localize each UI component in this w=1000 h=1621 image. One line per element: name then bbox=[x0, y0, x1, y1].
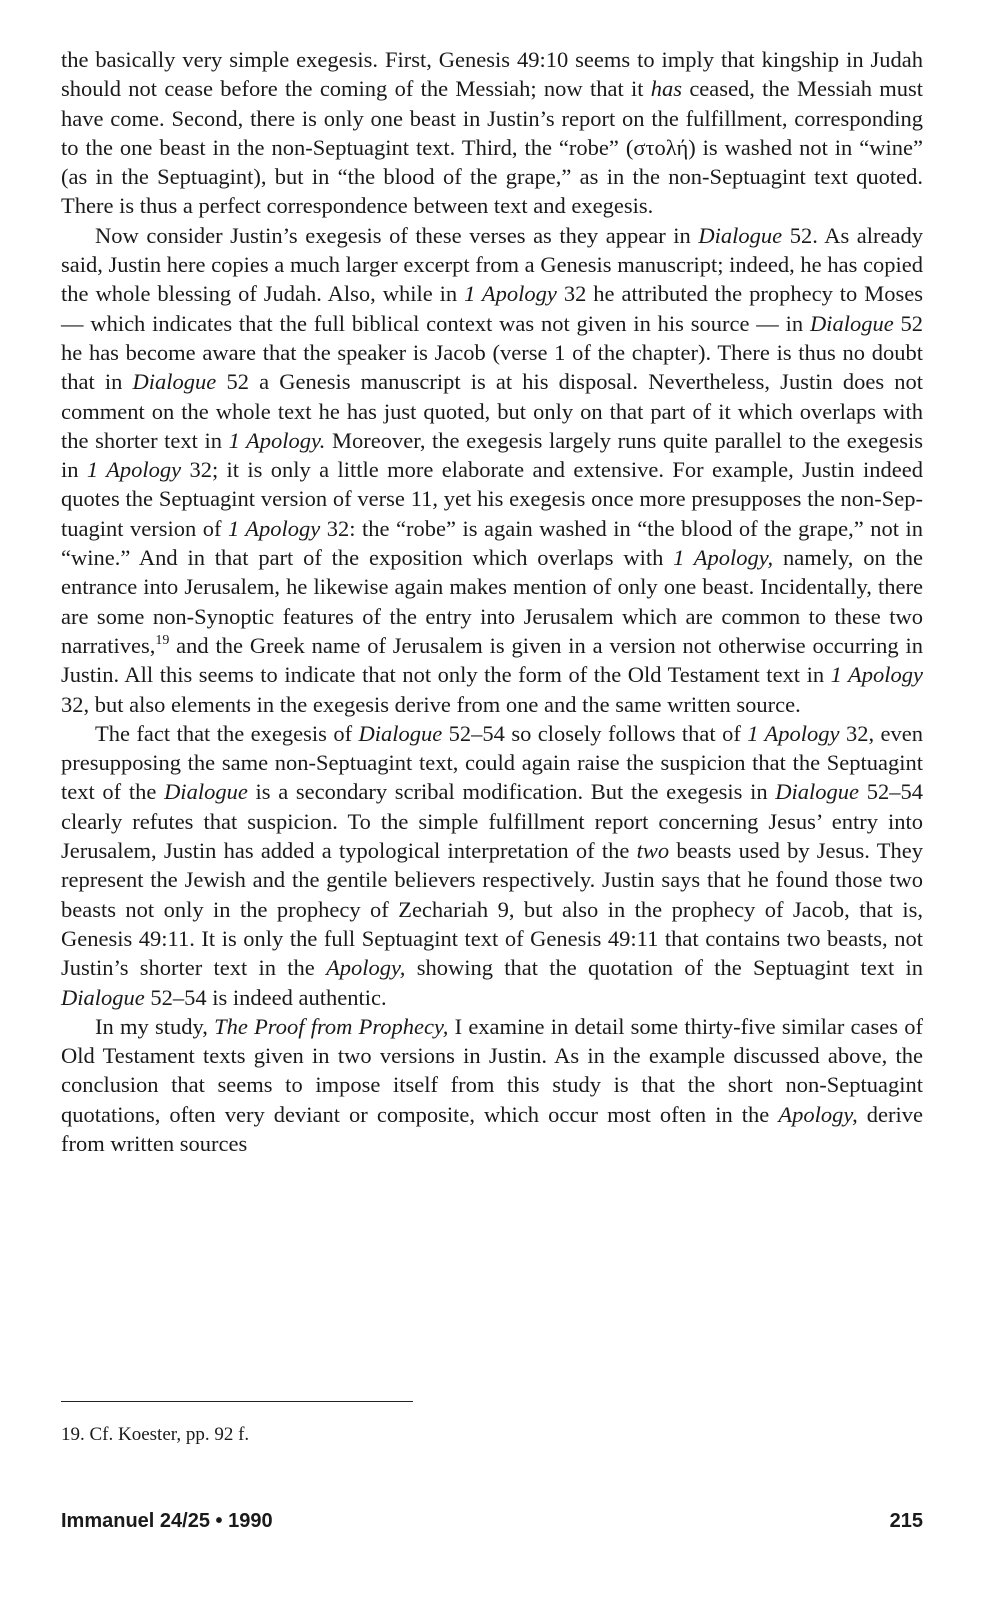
footnote-ref: 19 bbox=[155, 632, 170, 648]
italic-span: Dialogue bbox=[698, 222, 783, 248]
italic-span: Dialogue bbox=[358, 720, 443, 746]
italic-span: The Proof from Prophecy, bbox=[214, 1013, 449, 1039]
text-span: 52. As already said, Justin here copies a much larger excerpt from a Genesis manuscript; indeed, he has copied the whole blessing of Judah. Also, while in bbox=[61, 222, 923, 307]
text-span: derive from written sources bbox=[61, 1101, 923, 1156]
paragraph bbox=[61, 719, 923, 1012]
text-span: 52–54 clearly refutes that suspicion. To the simple fulfillment report concerning Jesus’ entry into Jerusalem, Justin has added a typological interpretation of the bbox=[61, 779, 923, 864]
text-span: 32; it is only a little more elaborate and extensive. For example, Justin indeed quotes the Septuagint version of verse 11, yet his exegesis once more presupposes the non-Septuagint version of bbox=[61, 457, 924, 541]
page-body bbox=[61, 45, 923, 1158]
text-span: showing that the quotation of the Septuagint text in bbox=[405, 955, 924, 981]
paragraph bbox=[61, 221, 923, 719]
journal-citation: Immanuel 24/25 • 1990 bbox=[61, 1510, 273, 1532]
text-span: 52–54 is indeed authentic. bbox=[144, 984, 387, 1010]
italic-span: Apology, bbox=[778, 1101, 858, 1127]
italic-span: Apology, bbox=[326, 955, 406, 981]
text-span: The fact that the exegesis of bbox=[95, 720, 359, 746]
italic-span: Dialogue bbox=[164, 779, 248, 805]
italic-span: has bbox=[650, 76, 683, 102]
text-span: and the Greek name of Jerusalem is given in a version not otherwise occurring in Justin. All this seems to indicate that not only the form of the Old Testament text in bbox=[61, 632, 923, 688]
page-number: 215 bbox=[889, 1510, 923, 1532]
text-span: the basically very simple exegesis. First, Genesis 49:10 seems to imply that kingship in Judah should not cease before the coming of the Messiah; now that it bbox=[61, 47, 923, 102]
text-span: beasts used by Jesus. They represent the Jewish and the gentile believers respectively. Justin says that he found those two beasts not only in the prophecy of Zechariah 9, but also in the prophecy of Jacob, that is, Genesis 49:11. It is only the full Septuagint text of Genesis 49:11 that contains two beasts, not Justin’s shorter text in the bbox=[61, 838, 923, 981]
italic-span: 1 Apology bbox=[86, 457, 182, 483]
text-span: 52 a Genesis manuscript is at his disposal. Nevertheless, Justin does not comment on the whole text he has just quoted, but only on that part of it which overlaps with the shorter text in bbox=[61, 369, 923, 453]
text-span: 52–54 so closely follows that of bbox=[442, 720, 748, 746]
italic-span: Dialogue bbox=[61, 984, 145, 1010]
italic-span: 1 Apology bbox=[227, 515, 321, 541]
text-span: Now consider Justin’s exegesis of these verses as they appear in bbox=[95, 222, 699, 248]
text-span: 52 he has become aware that the speaker is Jacob (verse 1 of the chapter). There is thus no doubt that in bbox=[61, 310, 924, 395]
italic-span: Dialogue bbox=[809, 310, 894, 336]
footnote: 19. Cf. Koester, pp. 92 f. bbox=[61, 1424, 250, 1445]
text-span: 32: the “robe” is again washed in “the blood of the grape,” not in “wine.” And in that part of the exposition which overlaps with bbox=[61, 515, 923, 571]
text-span: I examine in detail some thirty-five similar cases of Old Testament texts given in two versions in Justin. As in the example discussed above, the conclusion that seems to impose itself from this study is that the short non-Septuagint quotations, often very deviant or composite, which occur most often in the bbox=[61, 1013, 923, 1127]
italic-span: 1 Apology. bbox=[228, 427, 326, 453]
text-span: namely, on the entrance into Jerusalem, he likewise again makes mention of only one beast. Incidentally, there are some non-Synoptic features of the entry into Jerusalem which are common to these two narratives, bbox=[61, 545, 923, 658]
italic-span: 1 Apology bbox=[747, 720, 840, 746]
text-span: Moreover, the exegesis largely runs quite parallel to the exegesis in bbox=[61, 427, 923, 483]
paragraph bbox=[61, 1012, 923, 1158]
italic-span: 1 Apology, bbox=[673, 545, 774, 571]
italic-span: Dialogue bbox=[775, 779, 860, 805]
text-span: is a secondary scribal modification. But the exegesis in bbox=[247, 779, 776, 805]
text-span: 32 he attributed the prophecy to Moses — which indicates that the full biblical context was not given in his source — in bbox=[61, 281, 923, 336]
italic-span: 1 Apology bbox=[830, 662, 923, 688]
text-span: 32, even presupposing the same non-Septuagint text, could again raise the suspicion that the Septuagint text of the bbox=[61, 720, 923, 805]
text-span: 32, but also elements in the exegesis derive from one and the same written source. bbox=[61, 691, 801, 717]
footnote-rule bbox=[61, 1401, 413, 1402]
italic-span: 1 Apology bbox=[464, 281, 557, 307]
text-span: In my study, bbox=[95, 1013, 215, 1039]
paragraph bbox=[61, 45, 923, 221]
italic-span: two bbox=[636, 838, 670, 864]
text-span: ceased, the Messiah must have come. Second, there is only one beast in Justin’s report on the fulfillment, corresponding to the one beast in the non-Septuagint text. Third, the “robe” (στολή) is washed not in “wine” (as in the Septuagint), but in “the blood of the grape,” as in the non-Septuagint text quoted. There is thus a perfect correspondence between text and exegesis. bbox=[61, 76, 923, 219]
italic-span: Dialogue bbox=[132, 369, 217, 395]
